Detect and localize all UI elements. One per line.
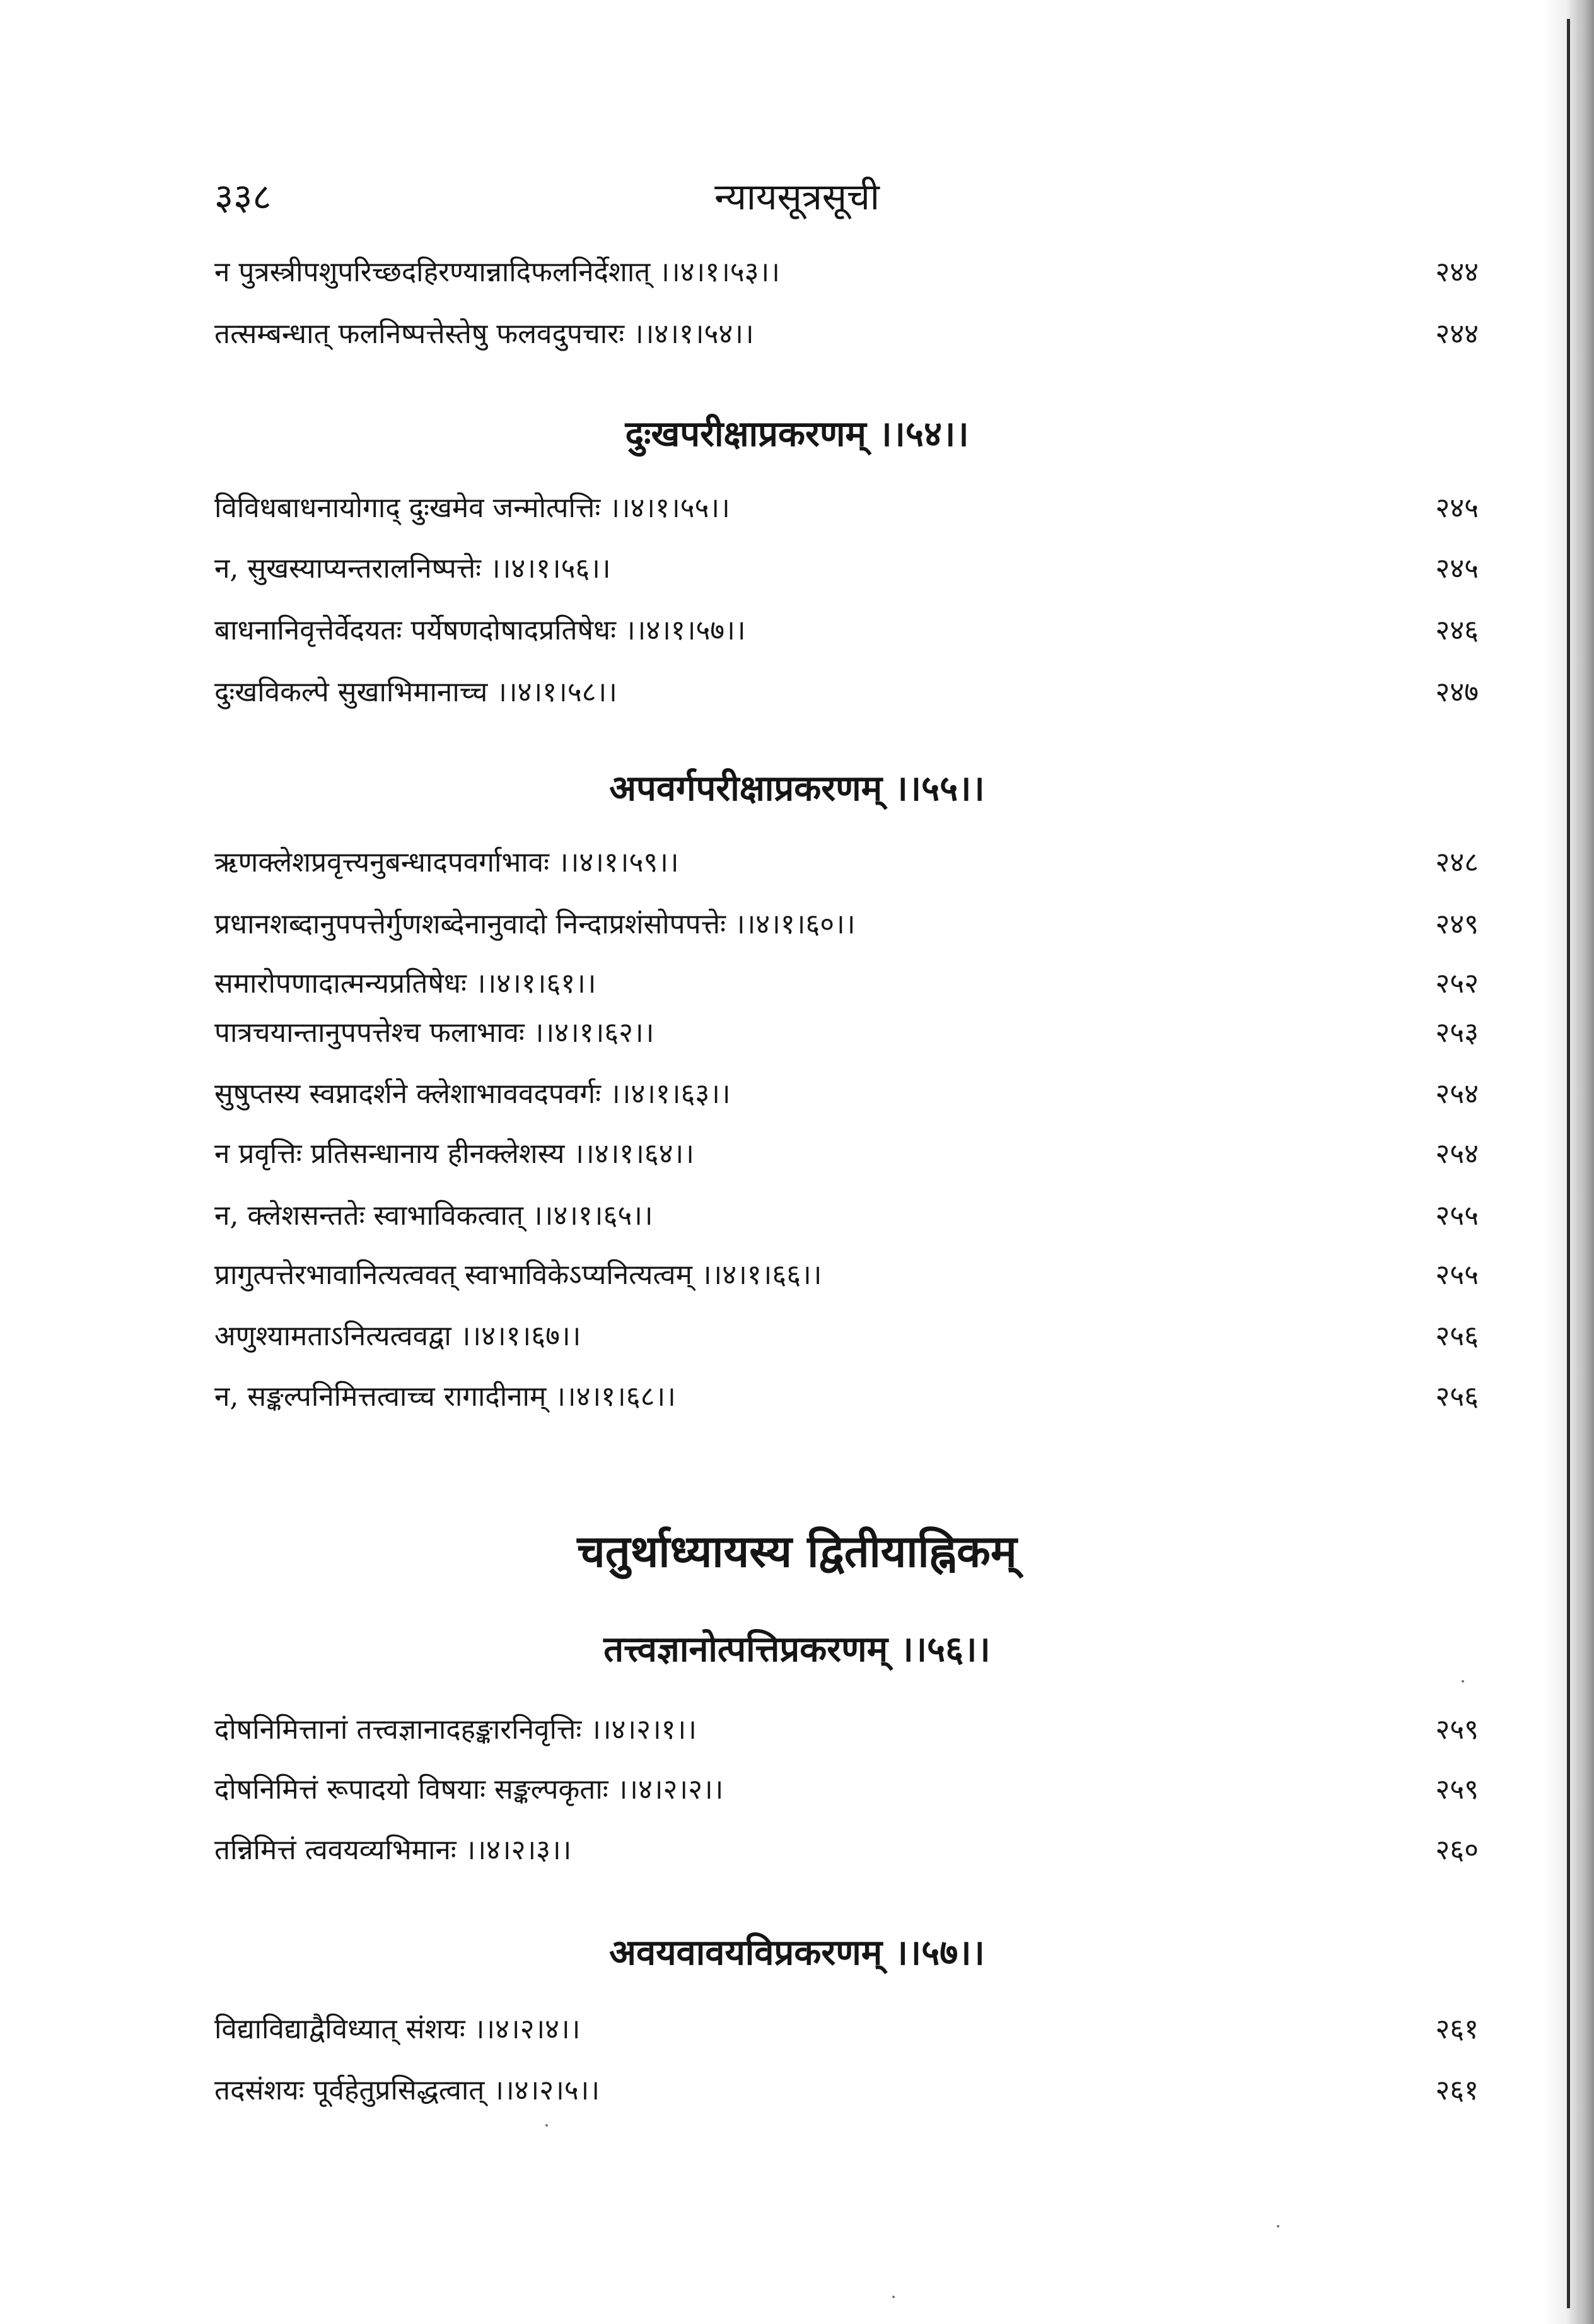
sutra-text: तत्सम्बन्धात् फलनिष्पत्तेस्तेषु फलवदुपचारः ।।४।१।५४।। (214, 318, 754, 350)
running-title: न्यायसूत्रसूची (714, 175, 880, 218)
sutra-page-ref: २४५ (1435, 552, 1479, 585)
sutra-entry (214, 1196, 1479, 1236)
sutra-entry (214, 1255, 1479, 1295)
section-heading: तत्त्वज्ञानोत्पत्तिप्रकरणम् ।।५६।। (603, 1628, 991, 1670)
sutra-page-ref: २५५ (1435, 1259, 1479, 1291)
sutra-entry (214, 549, 1479, 589)
sutra-text: न, सङ्कल्पनिमित्तत्वाच्च रागादीनाम् ।।४।१।६८।। (214, 1381, 676, 1413)
sutra-text: न प्रवृत्तिः प्रतिसन्धानाय हीनक्लेशस्य ।।४।१।६४।। (214, 1138, 694, 1170)
sutra-entry (214, 314, 1479, 354)
sutra-entry (214, 1830, 1479, 1871)
sutra-entry (214, 610, 1479, 651)
scan-speck (1462, 1680, 1464, 1683)
sutra-entry (214, 843, 1479, 883)
sutra-text: दुःखविकल्पे सुखाभिमानाच्च ।।४।१।५८।। (214, 676, 617, 708)
sutra-page-ref: २५६ (1435, 1320, 1479, 1352)
sutra-text: न, क्लेशसन्ततेः स्वाभाविकत्वात् ।।४।१।६५।। (214, 1200, 653, 1232)
sutra-text: पात्रचयान्तानुपपत्तेश्च फलाभावः ।।४।१।६२।। (214, 1017, 654, 1049)
sutra-entry (214, 2070, 1479, 2111)
sutra-page-ref: २४५ (1435, 492, 1479, 524)
page-number: ३३८ (214, 175, 272, 218)
scan-speck (1277, 2225, 1279, 2228)
sutra-text: समारोपणादात्मन्यप्रतिषेधः ।।४।१।६१।। (214, 967, 596, 1000)
sutra-page-ref: २५९ (1435, 1714, 1479, 1746)
page-header (0, 170, 1594, 221)
sutra-page-ref: २४४ (1435, 256, 1479, 288)
sutra-text: सुषुप्तस्य स्वप्नादर्शने क्लेशाभाववदपवर्गः ।।४।१।६३।। (214, 1078, 731, 1110)
sutra-page-ref: २६० (1435, 1834, 1479, 1866)
section-heading: अवयवावयविप्रकरणम् ।।५७।। (609, 1932, 985, 1973)
sutra-text: प्रागुत्पत्तेरभावानित्यत्ववत् स्वाभाविकेऽप्यनित्यत्वम् ।।४।१।६६।। (214, 1259, 822, 1291)
sutra-page-ref: २६१ (1435, 2074, 1479, 2106)
sutra-entry (214, 1134, 1479, 1174)
sutra-text: तदसंशयः पूर्वहेतुप्रसिद्धत्वात् ।।४।२।५।। (214, 2074, 600, 2106)
sutra-text: ऋणक्लेशप्रवृत्त्यनुबन्धादपवर्गाभावः ।।४।१।५९।। (214, 846, 679, 879)
sutra-text: न पुत्रस्त्रीपशुपरिच्छदहिरण्यान्नादिफलनिर्देशात् ।।४।१।५३।। (214, 256, 780, 288)
section-heading: दुःखपरीक्षाप्रकरणम् ।।५४।। (625, 413, 969, 455)
sutra-text: अणुश्यामताऽनित्यत्ववद्वा ।।४।१।६७।। (214, 1320, 581, 1352)
sutra-entry (214, 1316, 1479, 1357)
sutra-text: विद्याविद्याद्वैविध्यात् संशयः ।।४।२।४।। (214, 2013, 581, 2045)
sutra-text: प्रधानशब्दानुपपत्तेर्गुणशब्देनानुवादो निन्दाप्रशंसोपपत्तेः ।।४।१।६०।। (214, 908, 856, 940)
scan-speck (545, 2124, 548, 2127)
sutra-page-ref: २४६ (1435, 614, 1479, 646)
sutra-text: न, सुखस्याप्यन्तरालनिष्पत्तेः ।।४।१।५६।। (214, 552, 611, 585)
sutra-entry (214, 904, 1479, 945)
sutra-text: तन्निमित्तं त्ववयव्यभिमानः ।।४।२।३।। (214, 1834, 572, 1866)
chapter-title: चतुर्थाध्यायस्य द्वितीयाह्निकम् (577, 1525, 1017, 1577)
sutra-entry (214, 1377, 1479, 1417)
sutra-entry (214, 488, 1479, 528)
sutra-entry (214, 964, 1479, 1004)
section-heading: अपवर्गपरीक्षाप्रकरणम् ।।५५।। (609, 768, 985, 809)
sutra-page-ref: २६१ (1435, 2013, 1479, 2045)
sutra-page-ref: २४७ (1435, 676, 1479, 708)
sutra-page-ref: २५५ (1435, 1200, 1479, 1232)
sutra-page-ref: २५२ (1435, 967, 1479, 1000)
sutra-page-ref: २५४ (1435, 1138, 1479, 1170)
sutra-entry (214, 672, 1479, 713)
sutra-entry (214, 2009, 1479, 2050)
sutra-entry (214, 1770, 1479, 1810)
sutra-text: दोषनिमित्तं रूपादयो विषयाः सङ्कल्पकृताः ।।४।२।२।। (214, 1773, 724, 1806)
sutra-page-ref: २५३ (1435, 1017, 1479, 1049)
sutra-text: विविधबाधनायोगाद् दुःखमेव जन्मोत्पत्तिः ।।४।१।५५।। (214, 492, 730, 524)
sutra-entry (214, 1074, 1479, 1114)
sutra-text: दोषनिमित्तानां तत्त्वज्ञानादहङ्कारनिवृत्तिः ।।४।२।१।। (214, 1714, 697, 1746)
sutra-entry (214, 1710, 1479, 1750)
sutra-page-ref: २५६ (1435, 1381, 1479, 1413)
sutra-page-ref: २४४ (1435, 318, 1479, 350)
sutra-page-ref: २४८ (1435, 846, 1479, 879)
sutra-page-ref: २४९ (1435, 908, 1479, 940)
sutra-entry (214, 252, 1479, 293)
scan-speck (892, 2296, 895, 2298)
sutra-entry (214, 1013, 1479, 1053)
sutra-page-ref: २५९ (1435, 1773, 1479, 1806)
sutra-text: बाधनानिवृत्तेर्वेदयतः पर्येषणदोषादप्रतिषेधः ।।४।१।५७।। (214, 614, 746, 646)
sutra-page-ref: २५४ (1435, 1078, 1479, 1110)
